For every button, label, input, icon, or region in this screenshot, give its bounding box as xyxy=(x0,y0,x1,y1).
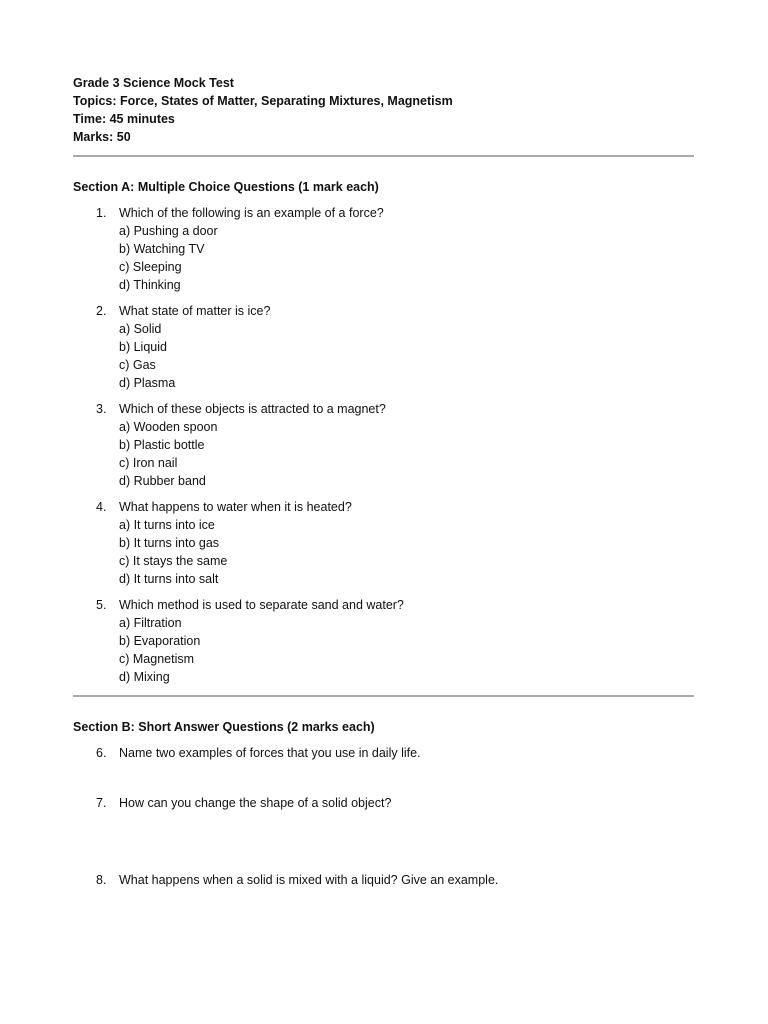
short-question-8 xyxy=(73,871,694,889)
option-c: c) Magnetism xyxy=(119,652,195,666)
section-b-title: Section B: Short Answer Questions (2 marks each) xyxy=(73,720,375,734)
option-b: b) Watching TV xyxy=(119,242,205,256)
question-text: What happens to water when it is heated? xyxy=(119,500,352,514)
question-text: What happens when a solid is mixed with a liquid? Give an example. xyxy=(119,873,499,887)
test-title: Grade 3 Science Mock Test xyxy=(73,76,234,90)
question-text: Name two examples of forces that you use in daily life. xyxy=(119,746,421,760)
section-a-title: Section A: Multiple Choice Questions (1 mark each) xyxy=(73,180,379,194)
short-question-7 xyxy=(73,794,694,812)
question-number: 2. xyxy=(96,304,107,318)
option-a: a) It turns into ice xyxy=(119,518,215,532)
section-b-questions xyxy=(73,744,694,889)
short-question-6 xyxy=(73,744,694,762)
option-c: c) Sleeping xyxy=(119,260,182,274)
option-d: d) Rubber band xyxy=(119,474,206,488)
option-c: c) Iron nail xyxy=(119,456,178,470)
option-d: d) It turns into salt xyxy=(119,572,219,586)
question-number: 1. xyxy=(96,206,107,220)
question-text: Which of these objects is attracted to a magnet? xyxy=(119,402,386,416)
section-divider xyxy=(73,695,694,697)
option-d: d) Plasma xyxy=(119,376,176,390)
mcq-question-1 xyxy=(73,204,694,294)
option-b: b) It turns into gas xyxy=(119,536,220,550)
question-text: Which method is used to separate sand and water? xyxy=(119,598,404,612)
test-time: Time: 45 minutes xyxy=(73,112,175,126)
mcq-question-2 xyxy=(73,302,694,392)
option-a: a) Wooden spoon xyxy=(119,420,218,434)
header-divider xyxy=(73,155,694,157)
option-b: b) Liquid xyxy=(119,340,167,354)
question-text: What state of matter is ice? xyxy=(119,304,271,318)
question-number: 8. xyxy=(96,873,107,887)
option-c: c) It stays the same xyxy=(119,554,228,568)
mcq-question-5 xyxy=(73,596,694,686)
test-topics: Topics: Force, States of Matter, Separating Mixtures, Magnetism xyxy=(73,94,453,108)
question-number: 4. xyxy=(96,500,107,514)
option-a: a) Filtration xyxy=(119,616,182,630)
question-number: 3. xyxy=(96,402,107,416)
mcq-question-3 xyxy=(73,400,694,490)
mcq-question-4 xyxy=(73,498,694,588)
question-text: Which of the following is an example of a force? xyxy=(119,206,384,220)
question-number: 7. xyxy=(96,796,107,810)
question-number: 5. xyxy=(96,598,107,612)
test-header xyxy=(73,74,694,146)
option-a: a) Solid xyxy=(119,322,162,336)
section-a-questions xyxy=(73,204,694,686)
option-c: c) Gas xyxy=(119,358,156,372)
option-a: a) Pushing a door xyxy=(119,224,218,238)
option-d: d) Thinking xyxy=(119,278,181,292)
test-page xyxy=(73,74,694,889)
option-d: d) Mixing xyxy=(119,670,170,684)
option-b: b) Evaporation xyxy=(119,634,201,648)
option-b: b) Plastic bottle xyxy=(119,438,205,452)
question-number: 6. xyxy=(96,746,107,760)
test-marks: Marks: 50 xyxy=(73,130,131,144)
question-text: How can you change the shape of a solid object? xyxy=(119,796,392,810)
